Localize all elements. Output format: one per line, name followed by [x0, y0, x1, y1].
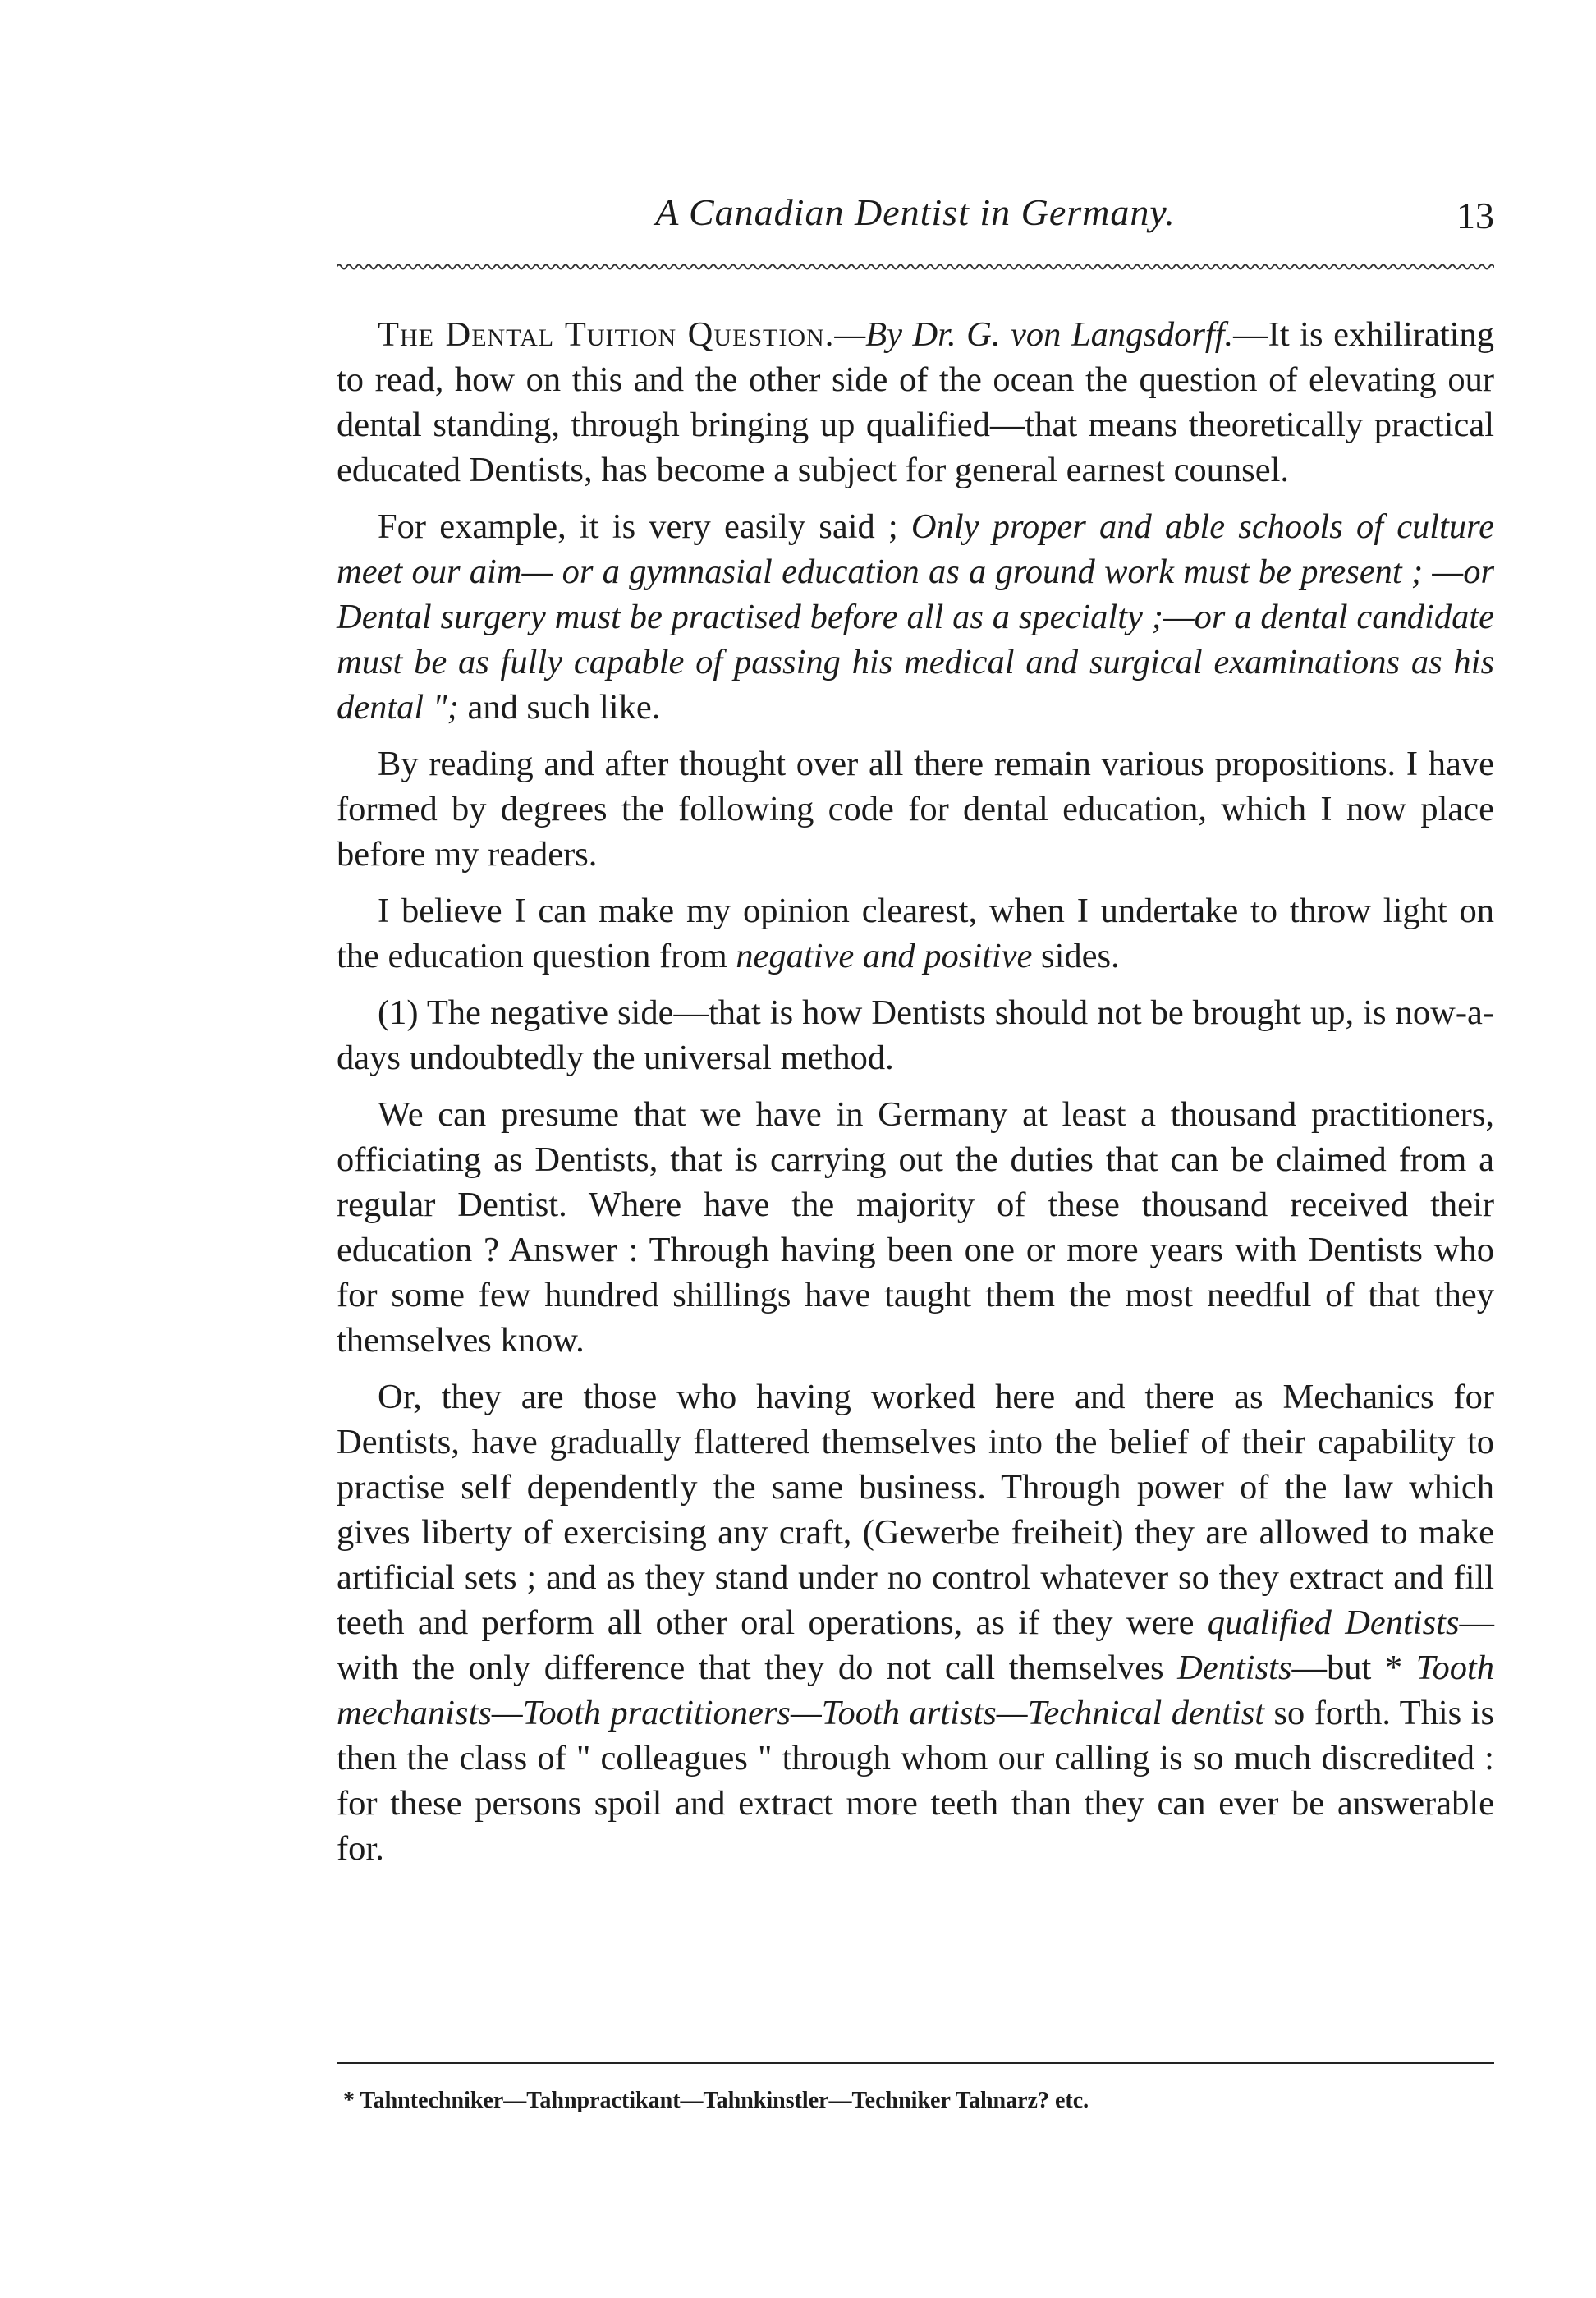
quoted-propositions: Only proper and able schools of culture meet our aim— or a gymnasial education as a ground work must be present ; —or Dental surgery must be practised before all as a specialty ;—or a dental candidate must be as fully capable of passing his medical and surgical examinations as his dental ";	[337, 507, 1494, 727]
paragraph-text: For example, it is very easily said ;	[378, 507, 911, 546]
emphasis: Dentists	[1177, 1649, 1292, 1687]
emphasis: negative and positive	[736, 937, 1033, 975]
paragraph-text: —but *	[1291, 1649, 1416, 1687]
page-number: 13	[1456, 195, 1494, 236]
paragraph-text: sides.	[1032, 937, 1120, 975]
emphasis: qualified Dentists	[1207, 1603, 1460, 1642]
byline: —By Dr. G. von Langsdorff.	[834, 315, 1234, 354]
footnote: * Tahntechniker—Tahnpractikant—Tahnkinstler—Techniker Tahnarz? etc.	[343, 2088, 1089, 2113]
paragraph-text: I believe I can make my opinion clearest, when I undertake to throw light on the education question from	[337, 892, 1494, 975]
paragraph-text: so forth. This is then the class of " colleagues " through whom our calling is so much discredited : for these persons spoil and extract more teeth than they can ever be answerable for.	[337, 1694, 1494, 1868]
paragraph-text: Or, they are those who having worked here and there as Mechanics for Dentists, have gradually flattered themselves into the belief of their capability to practise self dependently the same business. Through power of the law which gives liberty of exercising any craft, (Gewerbe freiheit) they are allowed to make artificial sets ; and as they stand under no control whatever so they extract and fill teeth and perform all other oral operations, as if they were	[337, 1378, 1494, 1642]
paragraph-7	[337, 1374, 1494, 1871]
paragraph-text: and such like.	[458, 688, 661, 727]
paragraph-1	[337, 312, 1494, 493]
paragraph-6: We can presume that we have in Germany at least a thousand practitioners, officiating as Dentists, that is carrying out the duties that can be claimed from a regular Dentist. Where have the majority of these thousand received their education ? Answer : Through having been one or more years with Dentists who for some few hundred shillings have taught them the most needful of that they themselves know.	[337, 1095, 1494, 1360]
paragraph-5: (1) The negative side—that is how Dentists should not be brought up, is now-a-days undoubtedly the universal method.	[337, 993, 1494, 1077]
paragraph-4	[337, 888, 1494, 979]
article-body	[337, 312, 1494, 1883]
paragraph-text: —with the only difference that they do not call themselves	[337, 1603, 1495, 1687]
paragraph-text: —It is exhilirating to read, how on this and the other side of the ocean the question of elevating our dental standing, through bringing up qualified—that means theoretically practical educated Dentists, has become a subject for general earnest counsel.	[337, 315, 1494, 489]
section-heading: The Dental Tuition Question.	[378, 315, 835, 354]
paragraph-2	[337, 504, 1494, 730]
footnote-rule	[337, 2062, 1494, 2064]
paragraph-3: By reading and after thought over all there remain various propositions. I have formed by degrees the following code for dental education, which I now place before my readers.	[337, 745, 1494, 874]
emphasis: Tooth mechanists—Tooth practitioners—Tooth artists—Technical dentist	[337, 1649, 1494, 1732]
header-wavy-rule	[337, 261, 1494, 273]
running-title: A Canadian Dentist in Germany.	[655, 191, 1176, 233]
running-header	[337, 190, 1494, 248]
